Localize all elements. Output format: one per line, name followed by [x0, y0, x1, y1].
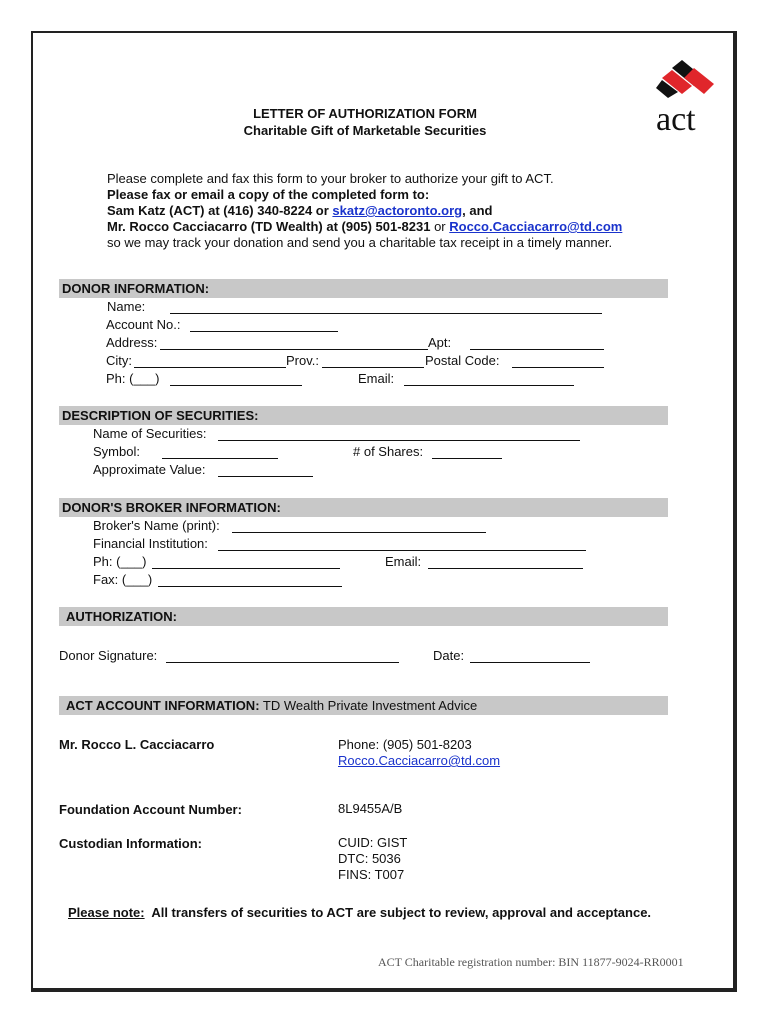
act-account-heading [59, 696, 668, 715]
donor-prov-label: Prov.: [286, 353, 319, 368]
securities-symbol-field[interactable] [162, 445, 278, 459]
date-label: Date: [433, 648, 465, 663]
donor-address-field[interactable] [160, 336, 428, 350]
broker-email-label: Email: [385, 554, 422, 569]
broker-name-label: Broker's Name (print): [93, 518, 220, 533]
note-label: Please note: [68, 905, 145, 920]
broker-name-field[interactable] [232, 519, 486, 533]
authorization-heading: AUTHORIZATION: [59, 607, 668, 626]
act-account-heading-rest: TD Wealth Private Investment Advice [259, 698, 478, 713]
note [68, 905, 651, 920]
rocco-email-link[interactable]: Rocco.Cacciacarro@td.com [449, 219, 623, 234]
intro-line-1: Please complete and fax this form to your broker to authorize your gift to ACT. [107, 171, 554, 186]
donor-email-label: Email: [358, 371, 395, 386]
securities-name-label: Name of Securities: [93, 426, 207, 441]
broker-fax-field[interactable] [158, 573, 342, 587]
donor-postal-field[interactable] [512, 354, 604, 368]
foundation-label: Foundation Account Number: [59, 802, 242, 817]
date-field[interactable] [470, 649, 590, 663]
form-subtitle: Charitable Gift of Marketable Securities [243, 123, 487, 138]
custodian-fins: FINS: T007 [338, 867, 405, 882]
donor-apt-field[interactable] [470, 336, 604, 350]
donor-postal-label: Postal Code: [425, 353, 500, 368]
donor-account-field[interactable] [190, 318, 338, 332]
foundation-value: 8L9455A/B [338, 801, 403, 816]
contact-email-link[interactable]: Rocco.Cacciacarro@td.com [338, 753, 501, 768]
donor-email-field[interactable] [404, 372, 574, 386]
intro-line-3 [107, 203, 492, 218]
securities-name-field[interactable] [218, 427, 580, 441]
broker-heading: DONOR'S BROKER INFORMATION: [59, 498, 668, 517]
broker-institution-label: Financial Institution: [93, 536, 208, 551]
intro-line-2: Please fax or email a copy of the completed form to: [107, 187, 430, 202]
securities-shares-label: # of Shares: [353, 444, 424, 459]
donor-name-field[interactable] [170, 300, 602, 314]
signature-label: Donor Signature: [59, 648, 158, 663]
note-text: All transfers of securities to ACT are subject to review, approval and acceptance. [144, 905, 652, 920]
broker-phone-field[interactable] [152, 555, 340, 569]
broker-phone-label: Ph: (___) [93, 554, 147, 569]
act-logo [652, 58, 722, 142]
broker-fax-label: Fax: (___) [93, 572, 153, 587]
securities-symbol-label: Symbol: [93, 444, 140, 459]
donor-phone-field[interactable] [170, 372, 302, 386]
intro-line-4-prefix: Mr. Rocco Cacciacarro (TD Wealth) at (905) 501-8231 [107, 219, 431, 234]
custodian-dtc: DTC: 5036 [338, 851, 401, 866]
donor-prov-field[interactable] [322, 354, 424, 368]
securities-value-label: Approximate Value: [93, 462, 206, 477]
donor-account-label: Account No.: [106, 317, 181, 332]
act-account-heading-bold: ACT ACCOUNT INFORMATION: [66, 698, 260, 713]
intro-line-3-prefix: Sam Katz (ACT) at (416) 340-8224 or [107, 203, 333, 218]
logo-text: act [656, 101, 696, 138]
contact-phone: Phone: (905) 501-8203 [338, 737, 472, 752]
donor-city-field[interactable] [134, 354, 286, 368]
donor-address-label: Address: [106, 335, 158, 350]
skatz-email-link[interactable]: skatz@actoronto.org [332, 203, 463, 218]
donor-city-label: City: [106, 353, 132, 368]
custodian-cuid: CUID: GIST [338, 835, 408, 850]
donor-info-heading: DONOR INFORMATION: [59, 279, 668, 298]
contact-name: Mr. Rocco L. Cacciacarro [59, 737, 215, 752]
donor-apt-label: Apt: [428, 335, 452, 350]
broker-email-field[interactable] [428, 555, 583, 569]
broker-institution-field[interactable] [218, 537, 586, 551]
intro-line-4-or: or [430, 219, 450, 234]
securities-heading: DESCRIPTION OF SECURITIES: [59, 406, 668, 425]
donor-name-label: Name: [107, 299, 146, 314]
signature-field[interactable] [166, 649, 399, 663]
registration-number: ACT Charitable registration number: BIN 11877-9024-RR0001 [378, 955, 684, 969]
intro-line-5: so we may track your donation and send you a charitable tax receipt in a timely manner. [107, 235, 613, 250]
donor-phone-label: Ph: (___) [106, 371, 160, 386]
intro-line-3-suffix: , and [462, 203, 493, 218]
custodian-label: Custodian Information: [59, 836, 202, 851]
form-title: LETTER OF AUTHORIZATION FORM [253, 106, 477, 121]
securities-value-field[interactable] [218, 463, 313, 477]
intro-line-4 [107, 219, 622, 234]
securities-shares-field[interactable] [432, 445, 502, 459]
